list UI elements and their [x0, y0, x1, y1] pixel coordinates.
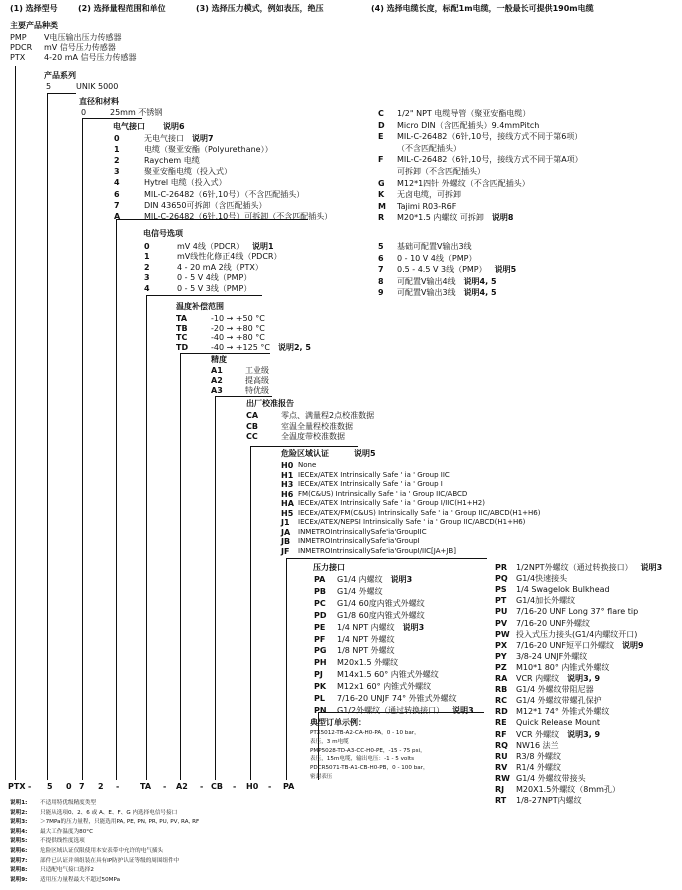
row-code: PC	[314, 598, 326, 608]
row-desc: G1/4 外螺纹带螺孔保护	[516, 696, 602, 706]
row-desc: FM(C&US) Intrinsically Safe ' ia ' Group IIC/ABCD	[298, 489, 468, 498]
note-text: 只能从选项0、2、6 或 A、E、F、G 内选择电信号接口	[40, 809, 178, 816]
h-line	[180, 353, 270, 354]
note-label: 说明3:	[10, 819, 28, 826]
row-desc: NW16 法兰	[516, 740, 559, 750]
row-desc: 1/8 NPT 外螺纹	[337, 646, 395, 656]
row-desc: M20*1.5 内螺纹 可拆卸	[397, 213, 484, 223]
row-desc: 0 - 10 V 4线（PMP）	[397, 253, 477, 263]
row-code: D	[378, 120, 385, 130]
product-desc: V电压输出压力传感器	[44, 33, 122, 42]
row-code: 1	[114, 145, 120, 155]
note-label: 说明1:	[10, 800, 28, 806]
order-code-part: 7	[79, 782, 85, 791]
row-desc: 7/16-20 UNF外螺纹	[516, 618, 591, 628]
row-code: E	[378, 132, 384, 142]
order-code-part: 5	[47, 782, 53, 791]
product-code: PMP	[10, 33, 27, 42]
row-desc: Hytrel 电缆（投入式）	[144, 178, 227, 188]
row-code: A3	[211, 386, 223, 395]
h-line	[250, 446, 358, 447]
row-note: 说明2, 5	[277, 342, 311, 352]
row-note: 说明3	[452, 705, 474, 715]
row-code: PK	[314, 682, 327, 692]
row-code: 7	[114, 200, 120, 210]
row-desc: 无卤电缆，可拆卸	[397, 190, 461, 200]
row-code: JF	[281, 546, 290, 556]
row-desc: G1/4 外螺纹带阻尼器	[516, 685, 594, 695]
row-desc: 可拆卸（不含匹配插头）	[397, 167, 485, 176]
order-code-part: H0	[246, 782, 259, 791]
row-desc: 3/8-24 UNJF外螺纹	[516, 651, 588, 661]
v-line	[318, 712, 319, 780]
row-code: RE	[495, 718, 507, 728]
row-desc: Tajimi R03-R6F	[397, 201, 457, 211]
product-desc: 4-20 mA 信号压力传感器	[44, 53, 137, 62]
diameter-desc: 25mm 不锈钢	[110, 108, 163, 117]
h-line	[318, 712, 484, 713]
row-desc: 室温全量程校准数据	[281, 421, 353, 431]
row-desc: -40 → +80 °C	[211, 333, 265, 342]
h-line	[116, 219, 308, 220]
row-code: PW	[495, 629, 510, 639]
row-code: J1	[281, 518, 290, 527]
row-code: 0	[114, 134, 120, 143]
row-code: JA	[281, 527, 291, 537]
row-desc: Micro DIN（含匹配插头）9.4mmPitch	[397, 120, 540, 130]
row-code: 0	[144, 242, 150, 251]
row-code: H1	[281, 470, 294, 480]
row-desc: 7/16-20 UNJF 74° 外锥式外螺纹	[337, 694, 457, 703]
row-note: 说明3, 9	[567, 729, 601, 739]
hazard-note: 说明5	[354, 449, 376, 458]
row-code: 1	[144, 252, 150, 262]
row-desc: MIL-C-26482（6针,10号，接线方式不同于第A项）	[397, 155, 583, 165]
row-code: PN	[314, 705, 327, 715]
electrical-title: 电气接口	[113, 122, 145, 131]
v-line	[15, 66, 16, 780]
example-line: 表压，15m电缆，输出电压：-1 - 5 volts	[310, 756, 414, 763]
row-desc: M12*1 74° 外锥式外螺纹	[516, 707, 610, 717]
example-line: PTX5012-TB-A2-CA-H0-PA，0 - 10 bar，	[310, 730, 420, 736]
row-desc: R1/4 外螺纹	[516, 762, 561, 772]
row-note: 说明3	[402, 622, 425, 632]
row-desc: MIL-C-26482（6针,10号，接线方式不同于第6项）	[397, 132, 583, 142]
note-label: 说明5:	[10, 838, 28, 845]
row-code: PA	[314, 575, 326, 584]
row-code: CA	[246, 411, 259, 420]
row-code: PD	[314, 610, 327, 620]
note-text: 不提供线性度选项	[40, 838, 85, 845]
row-desc: Raychem 电缆	[144, 156, 200, 166]
h-line	[82, 118, 142, 119]
row-desc: MIL-C-26482（6针,10号）可拆卸（不含匹配插头）	[144, 211, 333, 221]
row-desc: 7/16-20 UNF短平口外螺纹	[516, 640, 615, 650]
v-line	[215, 396, 216, 780]
row-desc: -40 → +125 °C	[211, 342, 270, 352]
v-line	[146, 295, 147, 780]
row-code: 7	[378, 265, 384, 275]
row-code: H6	[281, 489, 294, 499]
row-desc: M12x1 60° 内锥式外螺纹	[337, 682, 432, 692]
row-desc: G1/8 60度内锥式外螺纹	[337, 610, 425, 620]
v-line	[47, 93, 48, 780]
series-desc: UNIK 5000	[76, 82, 119, 91]
note-text: 部件已认证并须组装在具有IP防护认证等级的周围组件中	[40, 857, 180, 864]
row-desc: 全温度带校准数据	[281, 432, 345, 441]
row-code: RF	[495, 729, 507, 739]
series-title: 产品系列	[44, 71, 76, 80]
row-note: 说明9	[622, 640, 644, 650]
row-desc: 特优级	[245, 386, 269, 395]
row-code: RA	[495, 674, 508, 683]
row-desc: INMETROIntrinsicallySafe'ia'GroupI	[298, 537, 420, 545]
row-desc: 7/16-20 UNF Long 37° flare tip	[516, 607, 639, 617]
product-type-title: 主要产品种类	[10, 21, 58, 30]
row-code: TA	[176, 314, 188, 323]
row-desc: IECEx/ATEX Intrinsically Safe ' ia ' Group I	[298, 480, 443, 488]
row-code: PV	[495, 618, 508, 628]
row-code: PH	[314, 658, 327, 668]
example-line: 表压，3 m电缆	[310, 738, 349, 745]
row-code: TB	[176, 323, 188, 333]
signal-title: 电信号选项	[143, 229, 183, 238]
note-label: 说明4:	[10, 828, 28, 835]
v-line	[82, 118, 83, 780]
row-desc: None	[298, 461, 317, 469]
row-desc: IECEx/ATEX Intrinsically Safe ' ia ' Group IIC	[298, 470, 450, 479]
row-desc: -10 → +50 °C	[211, 314, 265, 323]
electrical-note: 说明6	[163, 122, 185, 131]
row-code: PR	[495, 563, 508, 572]
order-code-part: -	[116, 782, 120, 791]
row-desc: G1/4 外螺纹带接头	[516, 773, 586, 783]
row-desc: 1/8-27NPT内螺纹	[516, 796, 582, 806]
row-code: RT	[495, 796, 507, 806]
note-text: 适用压力量程最大不超过50MPa	[40, 876, 121, 883]
row-note: 说明5	[494, 265, 517, 275]
row-code: 3	[114, 167, 120, 177]
temp-title: 温度补偿范围	[176, 302, 224, 311]
row-desc: DIN 43650可拆卸（含匹配插头）	[144, 200, 267, 210]
order-code-part: -	[163, 782, 167, 791]
row-code: 4	[114, 178, 120, 188]
note-text: 不适用特优级精度类型	[40, 800, 96, 806]
row-desc: 电缆（聚亚安酯（Polyurethane））	[144, 145, 273, 155]
row-code: H0	[281, 461, 294, 470]
row-code: 5	[378, 242, 384, 251]
row-code: PL	[314, 694, 325, 703]
note-label: 说明6:	[10, 848, 28, 854]
example-title: 典型订单示例：	[310, 718, 366, 727]
row-desc: 0.5 - 4.5 V 3线（PMP）	[397, 265, 487, 275]
row-desc: M20x1.5 外螺纹	[337, 658, 399, 668]
row-note: 说明3, 9	[567, 674, 601, 683]
row-code: PX	[495, 640, 508, 650]
row-code: PE	[314, 622, 326, 632]
row-desc: 可配置V输出3线	[397, 288, 456, 298]
note-label: 说明7:	[10, 857, 28, 864]
row-note: 说明7	[192, 134, 214, 143]
row-code: RB	[495, 685, 508, 695]
note-text: 危险区域认证仅限使用本安表带中允许的电气插头	[40, 848, 164, 854]
example-line: 密封表压	[310, 774, 333, 780]
row-code: H3	[281, 480, 294, 489]
note-text: 只适配电气接口选择2	[40, 867, 94, 874]
step-1: (1) 选择型号	[10, 4, 58, 13]
h-line	[215, 396, 272, 397]
row-code: PZ	[495, 662, 507, 672]
order-code-part: -	[268, 782, 272, 791]
row-code: PS	[495, 585, 507, 595]
row-desc: 1/4 NPT 外螺纹	[337, 634, 395, 644]
row-desc: mV 4线（PDCR）	[177, 242, 245, 251]
row-desc: 工业级	[245, 366, 269, 375]
row-code: CB	[246, 421, 258, 431]
row-desc: M12*1四针 外螺纹（不含匹配插头）	[397, 178, 530, 188]
row-code: PY	[495, 651, 507, 661]
row-desc: 1/2NPT外螺纹（通过转换接口）	[516, 563, 633, 572]
step-3: (3) 选择压力模式，例如表压，绝压	[196, 4, 324, 13]
row-desc: 0 - 5 V 4线（PMP）	[177, 273, 252, 283]
row-desc: IECEx/ATEX/NEPSI Intrinsically Safe ' ia ' Group IIC/ABCD(H1+H6)	[298, 518, 526, 526]
row-note: 说明1	[252, 242, 274, 251]
row-code: 6	[114, 189, 120, 199]
row-desc: （不含匹配插头）	[397, 143, 461, 153]
row-desc: M14x1.5 60° 内锥式外螺纹	[337, 670, 439, 680]
row-desc: INMETROIntrinsicallySafe'ia'GroupIIC	[298, 527, 427, 536]
row-code: 2	[144, 262, 150, 272]
row-desc: VCR 外螺纹	[516, 729, 560, 739]
row-code: JB	[281, 537, 291, 546]
row-code: TD	[176, 342, 189, 352]
row-desc: 聚亚安酯电缆（投入式）	[144, 167, 232, 177]
row-desc: INMETROIntrinsicallySafe'ia'GroupI/IIC[JA+JB]	[298, 546, 456, 555]
product-desc: mV 信号压力传感器	[44, 43, 116, 52]
v-line	[180, 353, 181, 780]
product-code: PTX	[10, 53, 26, 62]
row-code: RV	[495, 762, 508, 772]
row-desc: M10*1 80° 内锥式外螺纹	[516, 662, 610, 672]
order-code-part: -	[233, 782, 237, 791]
row-desc: Quick Release Mount	[516, 718, 601, 728]
h-line	[47, 93, 76, 94]
row-code: A2	[211, 376, 223, 385]
row-desc: G1/4 内螺纹	[337, 575, 383, 584]
row-code: CC	[246, 432, 258, 441]
row-desc: 4 - 20 mA 2线（PTX）	[177, 262, 263, 272]
order-code-part: -	[28, 782, 32, 791]
order-code-part: 2	[98, 782, 104, 791]
series-code: 5	[46, 82, 52, 91]
row-code: A1	[211, 366, 223, 375]
row-desc: 无电气接口	[144, 134, 184, 143]
row-note: 说明4, 5	[463, 288, 497, 298]
row-code: RJ	[495, 785, 505, 794]
row-desc: 基础可配置V输出3线	[397, 242, 472, 251]
row-desc: G1/2外螺纹（通过转换接口）	[337, 705, 445, 715]
row-code: 4	[144, 283, 150, 293]
row-code: C	[378, 109, 384, 118]
v-line	[250, 446, 251, 780]
order-code-part: CB	[211, 782, 223, 791]
diameter-code: 0	[81, 108, 87, 117]
row-code: A	[114, 211, 121, 221]
row-desc: R3/8 外螺纹	[516, 751, 561, 761]
row-desc: G1/4快速接头	[516, 574, 568, 584]
row-code: PG	[314, 646, 327, 656]
row-desc: 0 - 5 V 3线（PMP）	[177, 283, 252, 293]
row-code: 9	[378, 288, 384, 298]
row-code: PF	[314, 634, 326, 644]
row-note: 说明3	[640, 563, 663, 572]
row-code: G	[378, 178, 385, 188]
row-desc: 投入式压力接头(G1/4内螺纹开口)	[516, 629, 638, 639]
row-desc: G1/4 外螺纹	[337, 586, 383, 596]
row-code: R	[378, 213, 385, 223]
row-code: 8	[378, 276, 384, 286]
row-code: M	[378, 201, 386, 211]
row-code: PU	[495, 607, 508, 617]
row-code: RD	[495, 707, 508, 717]
step-4: (4) 选择电缆长度，标配1m电缆，一般最长可提供190m电缆	[371, 4, 594, 13]
row-code: PB	[314, 586, 326, 596]
example-line: PMP5028-TD-A3-CC-H0-PE，-15 - 75 psi，	[310, 747, 426, 754]
row-code: PT	[495, 596, 507, 606]
row-note: 说明8	[491, 213, 514, 223]
order-code-part: A2	[176, 782, 188, 791]
product-code: PDCR	[10, 43, 33, 52]
row-desc: MIL-C-26482（6针,10号）（不含匹配插头）	[144, 189, 305, 199]
row-code: K	[378, 190, 385, 200]
row-desc: -20 → +80 °C	[211, 323, 265, 333]
v-line	[116, 219, 117, 780]
row-code: PJ	[314, 670, 323, 680]
diameter-title: 直径和材料	[79, 97, 119, 106]
row-code: RQ	[495, 740, 508, 750]
row-note: 说明3	[390, 575, 413, 584]
row-code: RC	[495, 696, 508, 706]
accuracy-title: 精度	[211, 355, 227, 364]
step-2: (2) 选择量程范围和单位	[78, 4, 166, 13]
note-label: 说明2:	[10, 809, 28, 816]
row-code: 2	[114, 156, 120, 166]
row-code: 6	[378, 253, 384, 263]
row-desc: 1/2" NPT 电缆导管（聚亚安酯电缆）	[397, 109, 531, 118]
row-code: F	[378, 155, 384, 165]
note-label: 说明9:	[10, 876, 28, 883]
order-code-part: PA	[283, 782, 295, 791]
row-desc: 零点、满量程2点校准数据	[281, 411, 375, 420]
row-desc: 1/4 NPT 内螺纹	[337, 622, 395, 632]
row-code: TC	[176, 333, 188, 342]
row-code: RW	[495, 773, 510, 783]
order-code-part: PTX	[8, 782, 26, 791]
order-code-part: TA	[140, 782, 152, 791]
row-note: 说明4, 5	[463, 276, 497, 286]
note-text: ＞7MPa的压力量程，只能选用PA, PE, PN, PR, PU, PV, RA, RF	[40, 819, 200, 826]
row-desc: M20X1.5外螺纹（8mm孔）	[516, 785, 620, 794]
row-desc: G1/4 60度内锥式外螺纹	[337, 598, 425, 608]
v-line	[286, 558, 287, 780]
row-code: 3	[144, 273, 150, 283]
hazard-title: 危险区域认证	[281, 449, 329, 458]
row-desc: 可配置V输出4线	[397, 276, 456, 286]
row-desc: 提高级	[245, 376, 269, 385]
note-label: 说明8:	[10, 867, 28, 874]
h-line	[146, 295, 262, 296]
example-line: PDCR5071-TB-A1-CB-H0-PB，0 - 100 bar，	[310, 765, 429, 772]
calib-title: 出厂校准报告	[246, 399, 294, 408]
h-line	[286, 558, 487, 559]
pressure-title: 压力接口	[313, 563, 345, 572]
row-code: RU	[495, 751, 508, 761]
order-code-part: 0	[66, 782, 72, 791]
row-code: H5	[281, 508, 294, 518]
note-text: 最大工作温度为80°C	[40, 828, 93, 835]
row-desc: VCR 内螺纹	[516, 674, 560, 683]
row-code: PQ	[495, 574, 508, 584]
row-code: HA	[281, 499, 294, 508]
row-desc: 1/4 Swagelok Bulkhead	[516, 585, 610, 595]
row-desc: IECEx/ATEX/FM(C&US) Intrinsically Safe ' ia ' Group IIC/ABCD(H1+H6)	[298, 508, 541, 517]
row-desc: G1/4加长外螺纹	[516, 596, 576, 606]
order-code-part: -	[200, 782, 204, 791]
row-desc: IECEx/ATEX Intrinsically Safe ' ia ' Group I/IIC(H1+H2)	[298, 499, 485, 507]
row-desc: mV线性化修正4线（PDCR）	[177, 252, 282, 262]
